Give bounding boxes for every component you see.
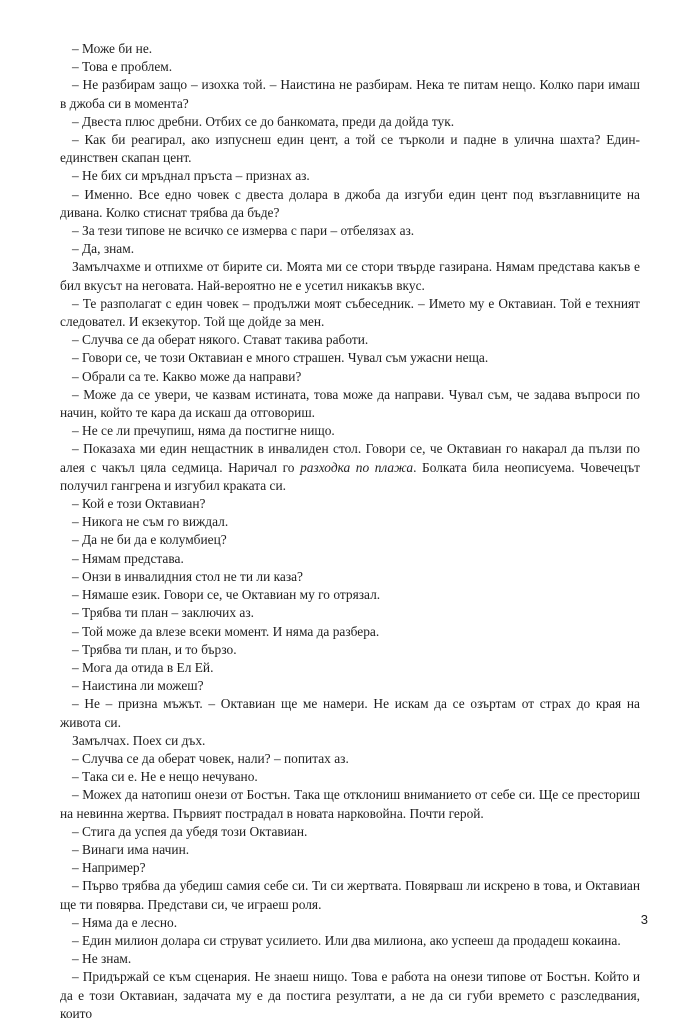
paragraph: – Трябва ти план – заключих аз. [72,605,254,621]
paragraph: – Стига да успея да убедя този Октавиан. [72,823,308,839]
paragraph: – Нямам представа. [72,550,184,566]
paragraph: – Онзи в инвалидния стол не ти ли каза? [72,568,304,584]
paragraph: – За тези типове не всичко се измерва с пари – отбелязах аз. [72,223,415,239]
paragraph: – Можех да натопиш онези от Бостън. Така ще отклониш вниманието от себе си. Ще се престориш на невинна жертва. Първият пострадал в новата нарковойна. Почти герой. [60,787,640,821]
paragraph: – Да, знам. [72,241,135,257]
paragraph: – Говори се, че този Октавиан е много страшен. Чувал съм ужасни неща. [72,350,489,366]
paragraph: – Не се ли пречупиш, няма да постигне нищо. [72,423,335,439]
paragraph-with-italic: – Показаха ми един нещастник в инвалиден стол. Говори се, че Октавиан го накарал да пълзи по алея с чакъл цяла седмица. Наричал го разходка по плажа. Болката била неописуема. Човечецът получил гангрена и изгубил краката си. [60,441,640,493]
paragraph: – Не знам. [72,951,132,967]
paragraph: – Може да се увери, че казвам истината, това може да направи. Чувал съм, че задава въпроси по начин, който те кара да искаш да отговориш. [60,386,640,421]
paragraph: – Не – призна мъжът. – Октавиан ще ме намери. Не искам да се озъртам от страх до края на живота си. [60,696,640,730]
paragraph: – Не разбирам защо – изохка той. – Наистина не разбирам. Нека те питам нещо. Колко пари имаш в джоба си в момента? [60,77,640,111]
paragraph: – Няма да е лесно. [72,914,178,930]
paragraph: – Винаги има начин. [72,841,190,857]
paragraph: – Случва се да оберат някого. Стават такива работи. [72,332,369,348]
italic-phrase: разходка по плажа [300,459,414,475]
paragraph: – Един милион долара си струват усилието. Или два милиона, ако успееш да продадеш кокаина. [72,932,621,948]
paragraph: Замълчах. Поех си дъх. [72,732,206,748]
paragraph: – Може би не. [72,41,153,56]
page-number: 3 [640,912,648,927]
paragraph: – Не бих си мръднал пръста – признах аз. [72,168,310,184]
paragraph: – Придържай се към сценария. Не знаеш нищо. Това е работа на онези типове от Бостън. Който и да е този Октавиан, задачата му е да постига резултати, а не да си губи времето с разследвания, които [60,969,640,1021]
paragraph: – Нямаше език. Говори се, че Октавиан му го отрязал. [72,587,381,603]
paragraph: – Обрали са те. Какво може да направи? [72,368,302,384]
paragraph: – Наистина ли можеш? [72,678,204,694]
paragraph: – Именно. Все едно човек с двеста долара в джоба да изгуби един цент под възглавниците на дивана. Колко стиснат трябва да бъде? [60,186,640,220]
paragraph: – Случва се да оберат човек, нали? – попитах аз. [72,750,349,766]
paragraph: – Двеста плюс дребни. Отбих се до банкомата, преди да дойда тук. [72,113,455,129]
paragraph: – Как би реагирал, ако изпуснеш един цент, а той се търколи и падне в улична шахта? Един-единствен скапан цент. [60,132,640,166]
paragraph: – Трябва ти план, и то бързо. [72,641,237,657]
paragraph: – Първо трябва да убедиш самия себе си. Ти си жертвата. Повярваш ли искрено в това, и Октавиан ще ти повярва. Представи си, че играеш роля. [60,878,640,912]
paragraph: – Да не би да е колумбиец? [72,532,227,548]
paragraph: – Той може да влезе всеки момент. И няма да разбера. [72,623,380,639]
paragraph: – Това е проблем. [72,59,173,75]
paragraph: – Например? [72,860,146,876]
paragraph: Замълчахме и отпихме от бирите си. Моята ми се стори твърде газирана. Нямам представа какъв е бил вкусът на неговата. Най-вероятно не е усетил никакъв вкус. [60,259,640,293]
document-body [60,40,640,1023]
paragraph: – Те разполагат с един човек – продължи моят събеседник. – Името му е Октавиан. Той е техният следовател. И екзекутор. Той ще дойде за мен. [60,295,640,330]
paragraph: – Мога да отида в Ел Ей. [72,659,214,675]
paragraph: – Никога не съм го виждал. [72,514,229,530]
paragraph: – Така си е. Не е нещо нечувано. [72,769,258,785]
paragraph: – Кой е този Октавиан? [72,496,206,512]
